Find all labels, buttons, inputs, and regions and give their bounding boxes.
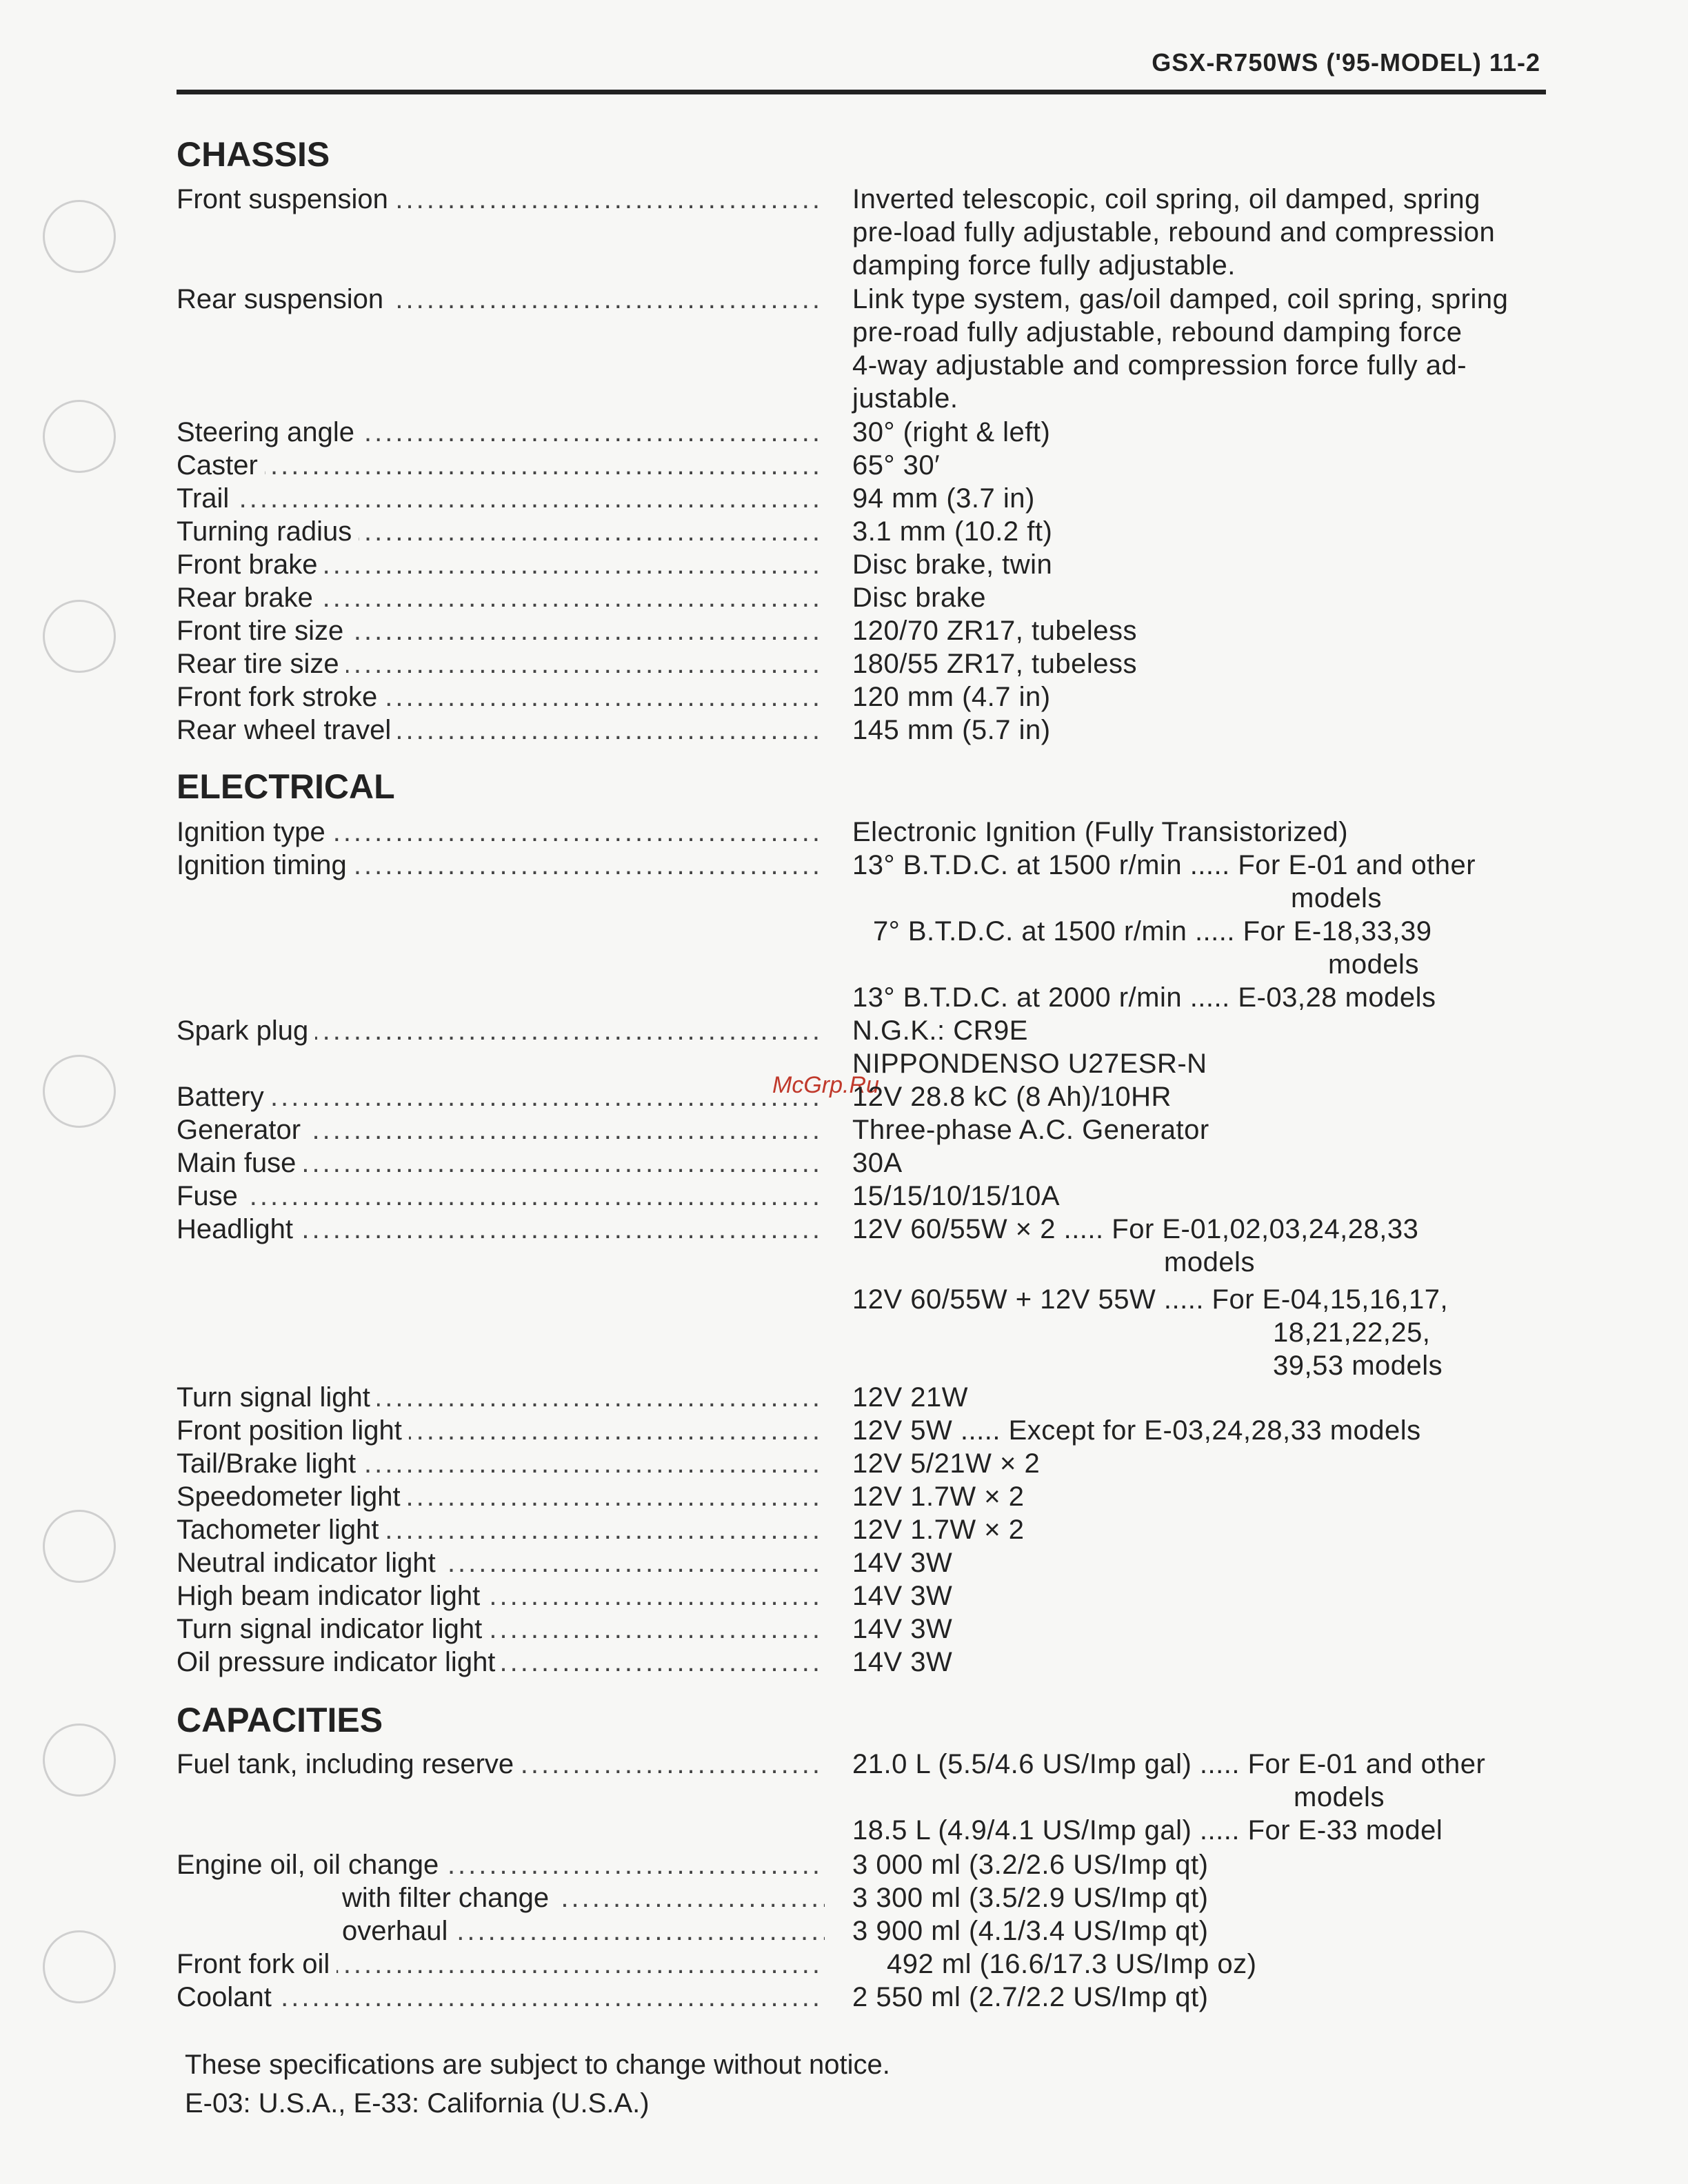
spec-label: Oil pressure indicator light ..... xyxy=(177,1646,825,1679)
spec-row xyxy=(177,680,1549,715)
spec-row xyxy=(177,647,1549,682)
spec-label: overhaul ..... xyxy=(342,1914,825,1948)
spec-value: 3 000 ml (3.2/2.6 US/Imp qt) xyxy=(852,1850,1209,1880)
spec-label: High beam indicator light ..... xyxy=(177,1579,825,1612)
footnote-disclaimer: These specifications are subject to change without notice. xyxy=(185,2050,890,2080)
spec-label: Turn signal light ..... xyxy=(177,1381,825,1414)
spec-row xyxy=(177,714,1549,748)
spec-value: 12V 60/55W × 2 ..... For E-01,02,03,24,28,33 models 12V 60/55W + 12V 55W ..... For E-04,15,16,17, 18,21,22,25, 39,53 models xyxy=(852,1214,1449,1381)
spec-row xyxy=(177,614,1549,649)
section-title-electrical: ELECTRICAL xyxy=(177,767,395,806)
spec-value: Inverted telescopic, coil spring, oil damped, spring pre-load fully adjustable, rebound and compression damping force fully adjustable. xyxy=(852,184,1496,281)
spec-row xyxy=(177,1546,1549,1581)
spec-row xyxy=(177,183,1549,281)
spec-label: Generator ..... xyxy=(177,1113,825,1146)
spec-row xyxy=(177,1646,1549,1680)
spec-label: Neutral indicator light ..... xyxy=(177,1546,825,1579)
spec-value: 145 mm (5.7 in) xyxy=(852,715,1051,745)
spec-label: Caster ..... xyxy=(177,449,825,482)
spec-row xyxy=(177,581,1549,616)
spec-row xyxy=(177,515,1549,549)
spec-label: Ignition type ..... xyxy=(177,816,825,849)
binder-hole xyxy=(43,400,116,473)
spec-label: Front brake ..... xyxy=(177,548,825,581)
spec-row xyxy=(177,1080,1549,1115)
spec-value: Link type system, gas/oil damped, coil spring, spring pre-road fully adjustable, rebound damping force 4-way adjustable and compression force fully ad- justable. xyxy=(852,284,1509,414)
spec-value: 12V 21W xyxy=(852,1382,969,1413)
spec-row xyxy=(177,1414,1549,1448)
spec-row xyxy=(177,1447,1549,1482)
spec-value: Electronic Ignition (Fully Transistorized) xyxy=(852,817,1349,847)
spec-label: Front fork oil ..... xyxy=(177,1948,825,1981)
spec-row xyxy=(177,1579,1549,1614)
spec-row xyxy=(177,1480,1549,1515)
spec-value: 14V 3W xyxy=(852,1614,953,1644)
spec-value: 2 550 ml (2.7/2.2 US/Imp qt) xyxy=(852,1982,1209,2012)
spec-row xyxy=(177,1981,1549,2015)
section-title-capacities: CAPACITIES xyxy=(177,1701,383,1739)
spec-label: Steering angle ..... xyxy=(177,416,825,449)
binder-hole xyxy=(43,600,116,673)
spec-label: Tail/Brake light ..... xyxy=(177,1447,825,1480)
spec-row xyxy=(177,1612,1549,1647)
spec-row xyxy=(177,849,1549,1013)
spec-value: Three-phase A.C. Generator xyxy=(852,1115,1209,1145)
spec-label: Rear brake ..... xyxy=(177,581,825,614)
spec-value: 12V 28.8 kC (8 Ah)/10HR xyxy=(852,1082,1172,1112)
spec-label: Trail ..... xyxy=(177,482,825,515)
spec-label: Turn signal indicator light ..... xyxy=(177,1612,825,1646)
spec-value: 14V 3W xyxy=(852,1548,953,1578)
spec-value: 13° B.T.D.C. at 1500 r/min ..... For E-01 and other models 7° B.T.D.C. at 1500 r/min ..... For E-18,33,39 models 13° B.T.D.C. at 2000 r/min ..... E-03,28 models xyxy=(852,850,1476,1013)
spec-row xyxy=(177,1881,1549,1916)
spec-value: 12V 5W ..... Except for E-03,24,28,33 models xyxy=(852,1415,1421,1446)
spec-row xyxy=(177,1146,1549,1181)
spec-row xyxy=(177,1113,1549,1148)
spec-label: Rear wheel travel ..... xyxy=(177,714,825,747)
spec-label: Speedometer light ..... xyxy=(177,1480,825,1513)
spec-value: 120/70 ZR17, tubeless xyxy=(852,616,1137,646)
spec-row xyxy=(177,1014,1549,1079)
spec-value: 3 900 ml (4.1/3.4 US/Imp qt) xyxy=(852,1916,1209,1946)
binder-hole xyxy=(43,1055,116,1128)
spec-row xyxy=(177,283,1549,414)
spec-label: Main fuse ..... xyxy=(177,1146,825,1180)
spec-label: Rear tire size ..... xyxy=(177,647,825,680)
spec-label: Fuse ..... xyxy=(177,1180,825,1213)
spec-row xyxy=(177,416,1549,450)
spec-label: Battery ..... xyxy=(177,1080,825,1113)
spec-label: Front fork stroke ..... xyxy=(177,680,825,714)
section-title-chassis: CHASSIS xyxy=(177,135,330,174)
spec-row xyxy=(177,1381,1549,1415)
spec-label: Front position light ..... xyxy=(177,1414,825,1447)
footnote-region-codes: E-03: U.S.A., E-33: California (U.S.A.) xyxy=(185,2088,650,2119)
spec-row xyxy=(177,1513,1549,1548)
spec-row xyxy=(177,1848,1549,1883)
spec-row xyxy=(177,482,1549,516)
spec-value: 180/55 ZR17, tubeless xyxy=(852,649,1137,679)
spec-value: 3.1 mm (10.2 ft) xyxy=(852,516,1053,547)
binder-hole xyxy=(43,1930,116,2003)
spec-value: 30° (right & left) xyxy=(852,417,1051,447)
spec-row xyxy=(177,816,1549,850)
spec-label: Ignition timing ..... xyxy=(177,849,825,882)
spec-row xyxy=(177,449,1549,483)
spec-value: 120 mm (4.7 in) xyxy=(852,682,1051,712)
spec-label: Engine oil, oil change ..... xyxy=(177,1848,825,1881)
spec-value: 14V 3W xyxy=(852,1647,953,1677)
page-header-title: GSX-R750WS ('95-MODEL) 11-2 xyxy=(1152,48,1540,77)
spec-row xyxy=(177,1180,1549,1214)
page-header xyxy=(177,48,1546,94)
spec-value: 30A xyxy=(852,1148,903,1178)
spec-label: Front tire size ..... xyxy=(177,614,825,647)
spec-label: Spark plug ..... xyxy=(177,1014,825,1047)
spec-value: 12V 1.7W × 2 xyxy=(852,1515,1025,1545)
binder-hole xyxy=(43,1510,116,1583)
spec-value: 21.0 L (5.5/4.6 US/Imp gal) ..... For E-01 and other models 18.5 L (4.9/4.1 US/Imp gal) ..... For E-33 model xyxy=(852,1749,1486,1846)
binder-hole xyxy=(43,200,116,273)
spec-label: Rear suspension ..... xyxy=(177,283,825,316)
spec-value: N.G.K.: CR9E NIPPONDENSO U27ESR-N xyxy=(852,1015,1207,1079)
spec-value: Disc brake, twin xyxy=(852,549,1053,580)
watermark: McGrp.Ru xyxy=(772,1072,879,1098)
spec-label: Fuel tank, including reserve ..... xyxy=(177,1748,825,1781)
spec-label: Turning radius ..... xyxy=(177,515,825,548)
spec-value: Disc brake xyxy=(852,583,986,613)
spec-value: 15/15/10/15/10A xyxy=(852,1181,1061,1211)
spec-row xyxy=(177,1213,1549,1381)
spec-label: Tachometer light ..... xyxy=(177,1513,825,1546)
spec-value: 12V 5/21W × 2 xyxy=(852,1448,1041,1479)
spec-label: Front suspension ..... xyxy=(177,183,825,216)
spec-value: 492 ml (16.6/17.3 US/Imp oz) xyxy=(887,1949,1257,1979)
spec-value: 14V 3W xyxy=(852,1581,953,1611)
spec-label: with filter change ..... xyxy=(342,1881,825,1914)
spec-row xyxy=(177,1748,1549,1846)
spec-row xyxy=(177,1948,1549,1982)
spec-value: 3 300 ml (3.5/2.9 US/Imp qt) xyxy=(852,1883,1209,1913)
spec-label: Coolant ..... xyxy=(177,1981,825,2014)
spec-value: 12V 1.7W × 2 xyxy=(852,1482,1025,1512)
spec-value: 65° 30′ xyxy=(852,450,941,481)
binder-hole xyxy=(43,1723,116,1797)
spec-value: 94 mm (3.7 in) xyxy=(852,483,1035,514)
spec-row xyxy=(177,1914,1549,1949)
spec-row xyxy=(177,548,1549,583)
spec-label: Headlight ..... xyxy=(177,1213,825,1246)
